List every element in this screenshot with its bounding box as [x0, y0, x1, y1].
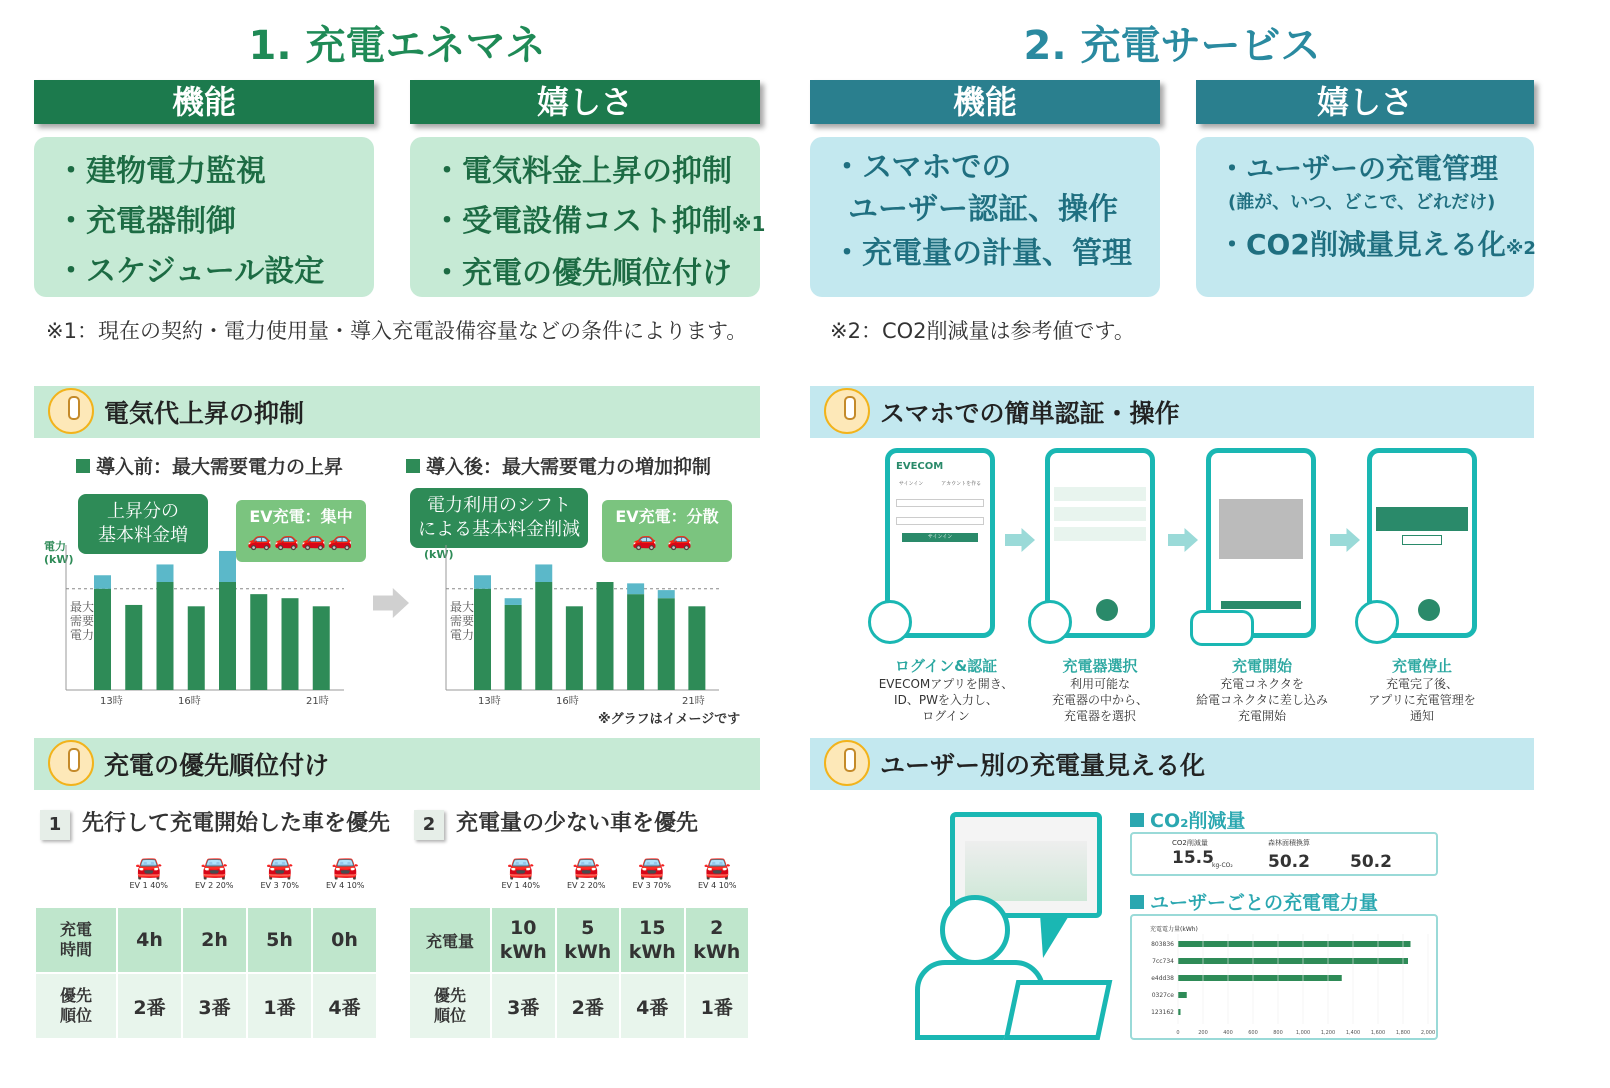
user-bar [1178, 975, 1342, 981]
graph-note: ※グラフはイメージです [598, 712, 741, 727]
user-chart-legend: 充電電力量(kWh) [1150, 926, 1198, 933]
ev-pct: 70% [653, 881, 671, 890]
ev-name: EV 1 [501, 881, 520, 890]
left-footnote: ※1：現在の契約・電力使用量・導入充電設備容量などの条件によります。 [46, 319, 748, 343]
joy-item: ・電気料金上昇の抑制 [432, 154, 732, 189]
right-joy-box [1196, 137, 1534, 297]
tick-label: 16時 [178, 696, 201, 707]
ev-name: EV 4 [326, 881, 345, 890]
demand-bar [535, 582, 552, 690]
forest-label: 森林面積換算 [1268, 839, 1310, 847]
row-header: 優先 順位 [35, 973, 117, 1039]
cars-row-2 [488, 856, 750, 890]
demand-bar [474, 589, 491, 690]
section-title-right: 2. 充電サービス [1023, 23, 1321, 69]
table-cell: 1番 [685, 973, 750, 1039]
ev-name: EV 3 [260, 881, 279, 890]
right-func-header: 機能 [810, 80, 1160, 124]
demand-bar [688, 606, 705, 690]
bubble-line: 上昇分の [107, 501, 179, 522]
demand-bar [219, 582, 236, 690]
increase-bar [535, 564, 552, 582]
tick-label: 13時 [100, 696, 123, 707]
right-joy-header: 嬉しさ [1196, 80, 1534, 124]
demand-bar [627, 594, 644, 690]
joy-item: ・CO2削減量見える化 [1218, 228, 1506, 261]
ylabel: (kW) [44, 553, 74, 566]
x-tick: 1,400 [1345, 1030, 1361, 1036]
pointing-hand-icon [48, 740, 94, 786]
tick-label: 13時 [478, 696, 501, 707]
tick-label: 21時 [682, 696, 705, 707]
priority2-title: 充電量の少ない車を優先 [456, 811, 699, 836]
chart-after [444, 545, 719, 705]
category-label: 803836 [1151, 941, 1174, 948]
category-label: 123162 [1151, 1009, 1174, 1016]
user-bar [1178, 958, 1408, 964]
demand-bar [94, 589, 111, 690]
left-func-box [34, 137, 374, 297]
ev-pct: 40% [522, 881, 540, 890]
table-cell: 4番 [620, 973, 685, 1039]
table-cell: 2 kWh [685, 907, 750, 973]
table-cell: 3番 [491, 973, 556, 1039]
table-cell: 15 kWh [620, 907, 685, 973]
increase-bar [157, 564, 174, 582]
square-bullet-icon [406, 459, 420, 473]
ylabel: (kW) [424, 548, 454, 561]
demand-bar [597, 582, 614, 690]
id-field [896, 499, 984, 507]
step-login: ログイン&認証 EVECOMアプリを開き、 ID、PWを入力し、 ログイン [878, 657, 1014, 723]
car-icon: 🚘 [266, 856, 294, 881]
table-cell: 2番 [556, 973, 621, 1039]
cars-row-1 [116, 856, 378, 890]
pointing-hand-icon [48, 388, 94, 434]
tick-label: 16時 [556, 696, 579, 707]
ev-pct: 20% [587, 881, 606, 890]
demand-bar [188, 606, 205, 690]
ev-name: EV 2 [195, 881, 214, 890]
row-header: 充電量 [409, 907, 491, 973]
category-label: e4dd38 [1151, 975, 1174, 982]
maxlabel: 電力 [450, 628, 475, 642]
square-bullet-icon [1130, 895, 1144, 909]
x-tick: 0 [1176, 1030, 1180, 1036]
joy-item: ・ユーザーの充電管理 [1218, 152, 1499, 185]
ev-name: EV 1 [129, 881, 148, 890]
demand-bar [505, 605, 522, 690]
x-tick: 2,000 [1420, 1030, 1436, 1036]
table-cell: 2番 [117, 973, 182, 1039]
category-label: 7cc734 [1152, 958, 1174, 965]
note-mark: ※1 [732, 212, 766, 236]
left-joy-box [410, 137, 766, 297]
increase-bar [94, 575, 111, 589]
maxlabel: 電力 [70, 628, 95, 642]
x-tick: 400 [1223, 1030, 1233, 1036]
joy-item: ・充電の優先順位付け [432, 256, 732, 291]
banner-electricity [34, 386, 760, 438]
x-tick: 600 [1248, 1030, 1258, 1036]
increase-bar [219, 551, 236, 582]
table-cell: 10 kWh [491, 907, 556, 973]
car-icon: 🚘 [200, 856, 228, 881]
user-bar [1178, 1009, 1181, 1015]
ev-pct: 20% [215, 881, 234, 890]
step-start: 充電開始 充電コネクタを 給電コネクタに差し込み 充電開始 [1196, 657, 1328, 723]
banner-smartphone [810, 386, 1534, 438]
user-bar [1178, 941, 1411, 947]
pointing-hand-icon [824, 388, 870, 434]
user-bar [1178, 992, 1187, 998]
demand-bar [250, 594, 267, 690]
square-bullet-icon [1130, 813, 1144, 827]
func-item: ・スケジュール設定 [56, 254, 325, 289]
banner-title: 充電の優先順位付け [104, 751, 330, 780]
car-icon: 🚘 [703, 856, 731, 881]
x-tick: 800 [1273, 1030, 1283, 1036]
bubble-line: 電力利用のシフト [427, 495, 571, 516]
row-header: 充電 時間 [35, 907, 117, 973]
banner-title: スマホでの簡単認証・操作 [880, 399, 1180, 428]
left-joy-header: 嬉しさ [410, 80, 760, 124]
bubble-line: による基本料金削減 [418, 519, 580, 540]
ev-name: EV 2 [567, 881, 586, 890]
chart-before [64, 545, 344, 705]
joy-item: ・受電設備コスト抑制 [432, 204, 732, 239]
x-tick: 1,000 [1295, 1030, 1311, 1036]
demand-bar [566, 606, 583, 690]
evecom-logo: EVECOM [896, 461, 944, 472]
user-icon [868, 600, 912, 644]
co2-label: CO2削減量 [1172, 839, 1208, 847]
priority1-title: 先行して充電開始した車を優先 [82, 811, 391, 836]
x-tick: 1,800 [1395, 1030, 1411, 1036]
forest-value-2: 50.2 [1350, 852, 1392, 872]
left-func-header: 機能 [34, 80, 374, 124]
ylabel: 電力 [44, 540, 66, 553]
pw-field [896, 517, 984, 525]
table-cell: 4h [117, 907, 182, 973]
tab-signin: サインイン [898, 481, 924, 487]
user-icon [1028, 600, 1072, 644]
func-item: ユーザー認証、操作 [848, 192, 1118, 227]
right-func-box [810, 137, 1160, 297]
tick-label: 21時 [306, 696, 329, 707]
maxlabel: 需要 [70, 614, 95, 628]
user-chart [1132, 930, 1436, 1038]
pointing-hand-icon [824, 740, 870, 786]
user-icon [1355, 600, 1399, 644]
table-cell: 0h [312, 907, 377, 973]
co2-panel [1130, 832, 1438, 876]
increase-bar [627, 583, 644, 594]
number-badge: 2 [414, 810, 444, 840]
banner-visualization [810, 738, 1534, 790]
arrow-right-icon [373, 588, 409, 618]
car-icon: 🚘 [572, 856, 600, 881]
ev-name: EV 3 [632, 881, 651, 890]
demand-bar [125, 605, 142, 690]
category-label: 0327ce [1151, 992, 1174, 999]
signin-button: サインイン [902, 533, 978, 542]
ev-cars-icon: 🚗🚗🚗🚗 [247, 527, 355, 551]
func-item: ・充電器制御 [56, 204, 236, 239]
table-cell: 5 kWh [556, 907, 621, 973]
table-cell: 4番 [312, 973, 377, 1039]
table-cell: 1番 [247, 973, 312, 1039]
forest-value: 50.2 [1268, 852, 1310, 872]
demand-bar [313, 606, 330, 690]
func-item: ・スマホでの [832, 150, 1012, 185]
joy-item: (誰が、いつ、どこで、どれだけ) [1228, 192, 1496, 213]
ev-pct: 70% [281, 881, 299, 890]
func-item: ・充電量の計量、管理 [832, 236, 1132, 271]
car-icon: 🚘 [331, 856, 359, 881]
arrow-right-icon [1005, 528, 1035, 552]
maxlabel: 需要 [450, 614, 475, 628]
ev-pct: 10% [346, 881, 365, 890]
square-bullet-icon [76, 459, 90, 473]
banner-priority [34, 738, 760, 790]
car-icon: 🚘 [135, 856, 163, 881]
laptop-icon [1004, 980, 1113, 1040]
x-tick: 1,200 [1320, 1030, 1336, 1036]
maxlabel: 最大 [450, 600, 475, 614]
co2-unit: kg-CO₂ [1212, 862, 1233, 869]
tab-create: アカウントを作る [941, 481, 982, 487]
increase-bar [505, 598, 522, 605]
demand-bar [282, 598, 299, 690]
shift-bubble [410, 488, 588, 548]
maxlabel: 最大 [70, 600, 95, 614]
chart-after-title: 導入後：最大需要電力の増加抑制 [426, 456, 712, 478]
ev-pct: 40% [150, 881, 168, 890]
demand-bar [658, 598, 675, 690]
x-tick: 200 [1198, 1030, 1208, 1036]
row-header: 優先 順位 [409, 973, 491, 1039]
note-mark: ※2 [1505, 238, 1536, 259]
ev-pct: 10% [718, 881, 737, 890]
bubble-line: 基本料金増 [98, 525, 188, 546]
number-badge: 1 [40, 810, 70, 840]
ev-label: EV充電：分散 [615, 507, 719, 526]
speech-tail [1040, 914, 1070, 958]
step-select: 充電器選択 利用可能な 充電器の中から、 充電器を選択 [1051, 657, 1148, 723]
table-cell: 5h [247, 907, 312, 973]
car-icon: 🚘 [507, 856, 535, 881]
ev-cars-icon: 🚗🚗 [632, 527, 702, 551]
banner-title: ユーザー別の充電量見える化 [880, 751, 1206, 780]
arrow-right-icon [1330, 528, 1360, 552]
increase-bar [474, 575, 491, 589]
right-footnote: ※2：CO2削減量は参考値です。 [830, 319, 1135, 343]
table-cell: 3番 [182, 973, 247, 1039]
increase-bar [658, 590, 675, 598]
user-chart-title: ユーザーごとの充電電力量 [1150, 892, 1379, 914]
x-tick: 1,600 [1370, 1030, 1386, 1036]
func-item: ・建物電力監視 [56, 154, 266, 189]
table-cell: 2h [182, 907, 247, 973]
chart-before-title: 導入前：最大需要電力の上昇 [96, 456, 344, 478]
priority-table-2 [408, 906, 750, 1040]
demand-bar [157, 582, 174, 690]
priority-table-1 [34, 906, 378, 1040]
arrow-right-icon [1168, 528, 1198, 552]
co2-value: 15.5 [1172, 848, 1214, 868]
ev-car-icon [1190, 610, 1254, 646]
step-stop: 充電停止 充電完了後、 アプリに充電管理を 通知 [1368, 657, 1476, 723]
ev-name: EV 4 [698, 881, 717, 890]
car-icon: 🚘 [638, 856, 666, 881]
section-title-left: 1. 充電エネマネ [248, 23, 546, 69]
admin-user-icon [940, 895, 1010, 965]
banner-title: 電気代上昇の抑制 [104, 399, 305, 428]
co2-title: CO₂削減量 [1150, 810, 1246, 832]
user-chart-panel [1130, 914, 1438, 1040]
ev-label: EV充電：集中 [249, 507, 353, 526]
